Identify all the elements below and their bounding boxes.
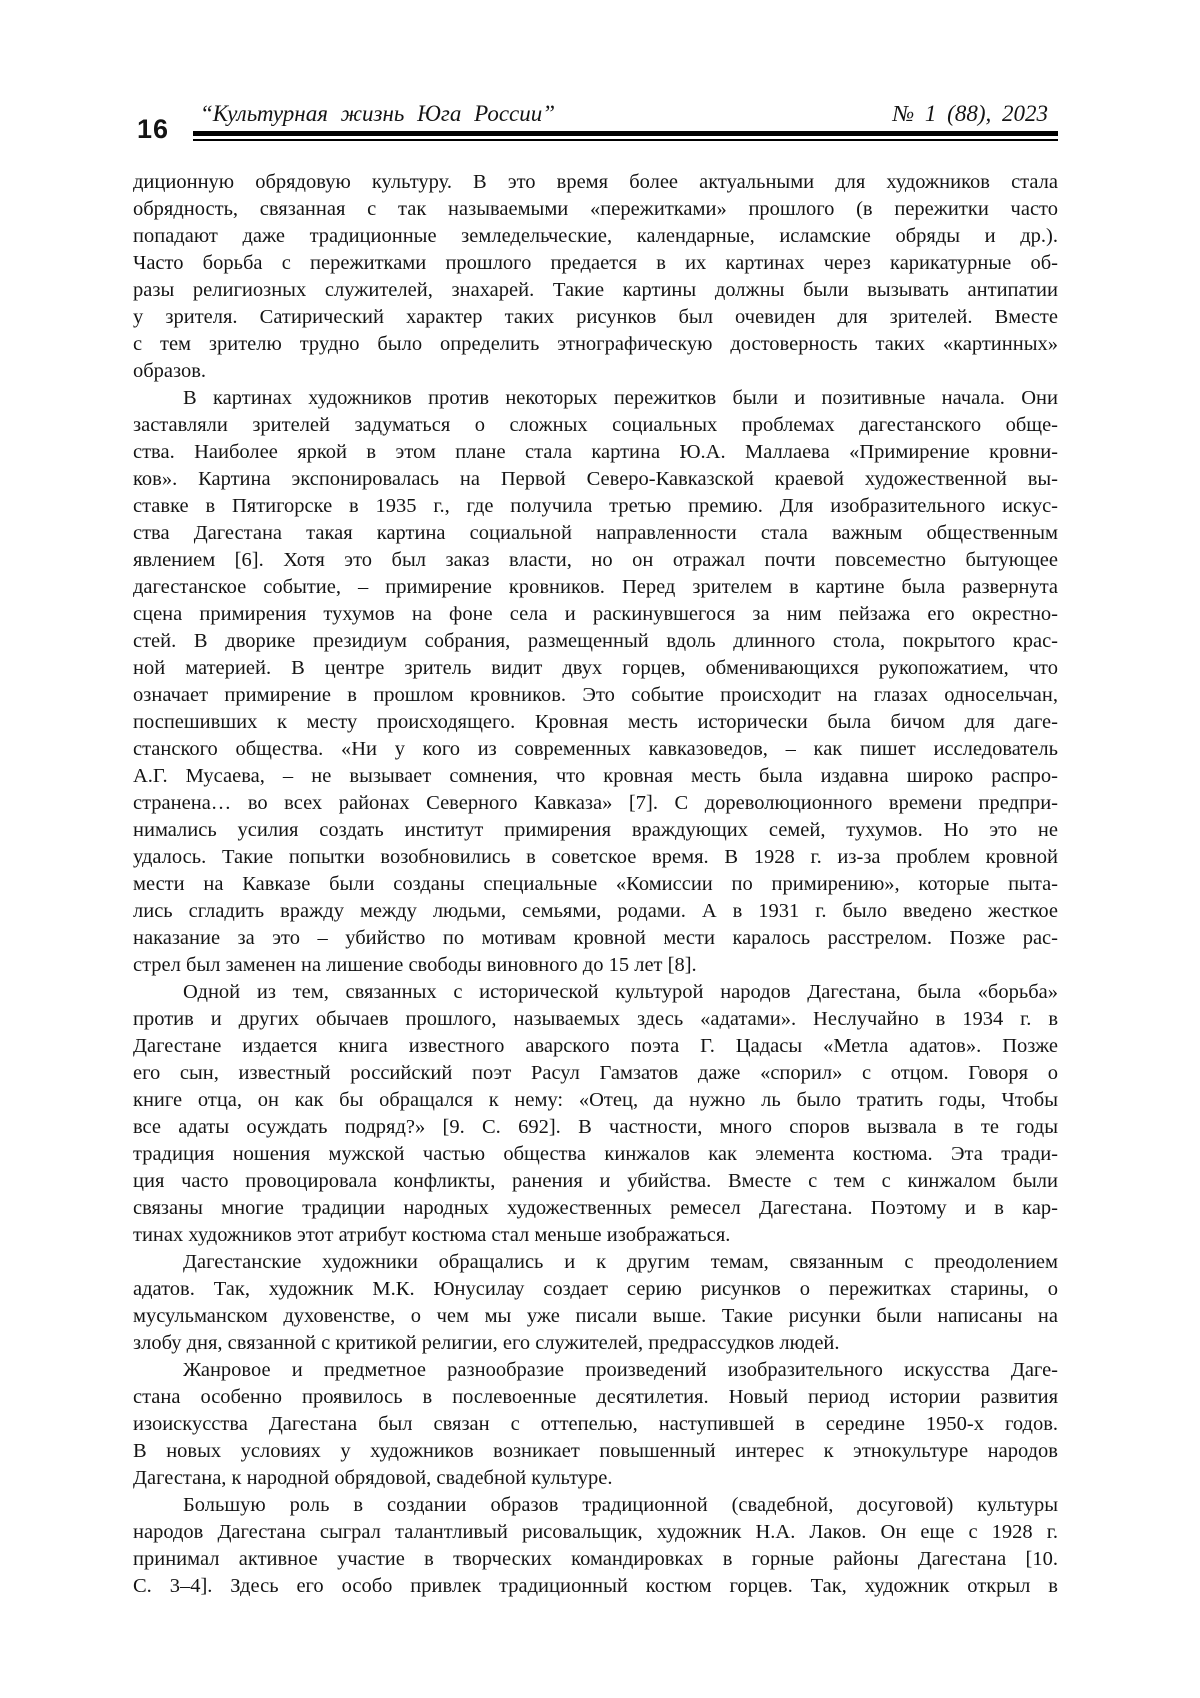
text-line: означает примирение в прошлом кровников. Это событие происходит на глазах односельчан, [133, 684, 1058, 706]
text-line: стей. В дворике президиум собрания, размещенный вдоль длинного стола, покрытого крас- [133, 630, 1058, 652]
text-line: тинах художников этот атрибут костюма стал меньше изображаться. [133, 1224, 731, 1246]
text-line: поспешивших к месту происходящего. Кровная месть исторически была бичом для даге- [133, 711, 1058, 733]
text-line: явлением [6]. Хотя это был заказ власти, но он отражал почти повсеместно бытующее [133, 549, 1058, 571]
text-line: попадают даже традиционные земледельческие, календарные, исламские обряды и др.). [133, 225, 1058, 247]
text-line: А.Г. Мусаева, – не вызывает сомнения, что кровная месть была издавна широко распро- [133, 765, 1058, 787]
text-line: Дагестана, к народной обрядовой, свадебной культуре. [133, 1467, 613, 1489]
text-line: дагестанское событие, – примирение кровников. Перед зрителем в картине была развернута [133, 576, 1058, 598]
text-line: образов. [133, 360, 207, 382]
text-line: ной материей. В центре зритель видит двух горцев, обменивающихся рукопожатием, что [133, 657, 1058, 679]
paragraph [133, 385, 1058, 979]
text-line: адатов. Так, художник М.К. Юнусилау создает серию рисунков о пережитках старины, о [133, 1278, 1058, 1300]
text-line: изоискусства Дагестана был связан с оттепелью, наступившей в середине 1950-х годов. [133, 1413, 1058, 1435]
paragraph [133, 1492, 1058, 1600]
paragraph [133, 1357, 1058, 1492]
text-line: обрядность, связанная с так называемыми «пережитками» прошлого (в пережитки часто [133, 198, 1058, 220]
text-line: лись сгладить вражду между людьми, семьями, родами. А в 1931 г. было введено жесткое [133, 900, 1058, 922]
text-line: ства Дагестана такая картина социальной направленности стала важным общественным [133, 522, 1058, 544]
text-line: заставляли зрителей задуматься о сложных социальных проблемах дагестанского обще- [133, 414, 1058, 436]
text-line: Часто борьба с пережитками прошлого предается в их картинах через карикатурные об- [133, 252, 1058, 274]
issue-label: № 1 (88), 2023 [892, 101, 1048, 126]
text-line: мусульманском духовенстве, о чем мы уже писали выше. Такие рисунки были написаны на [133, 1305, 1058, 1327]
text-line: диционную обрядовую культуру. В это время более актуальными для художников стала [133, 171, 1058, 193]
text-line: Жанровое и предметное разнообразие произведений изобразительного искусства Даге- [183, 1359, 1058, 1381]
paragraph [133, 169, 1058, 385]
text-line: ков». Картина экспонировалась на Первой Северо-Кавказской краевой художественной вы- [133, 468, 1058, 490]
text-line: ставке в Пятигорске в 1935 г., где получила третью премию. Для изобразительного искус- [133, 495, 1058, 517]
text-line: его сын, известный российский поэт Расул Гамзатов даже «спорил» с отцом. Говоря о [133, 1062, 1058, 1084]
text-line: нимались усилия создать институт примирения враждующих семей, тухумов. Но это не [133, 819, 1058, 841]
text-line: С. 3–4]. Здесь его особо привлек традиционный костюм горцев. Так, художник открыл в [133, 1575, 1058, 1597]
text-line: против и других обычаев прошлого, называемых здесь «адатами». Неслучайно в 1934 г. в [133, 1008, 1058, 1030]
text-line: Дагестане издается книга известного аварского поэта Г. Цадасы «Метла адатов». Позже [133, 1035, 1058, 1057]
article-body [133, 169, 1058, 1600]
page-number: 16 [137, 114, 170, 144]
text-line: удалось. Такие попытки возобновились в советское время. В 1928 г. из-за проблем кровной [133, 846, 1058, 868]
text-line: Одной из тем, связанных с исторической культурой народов Дагестана, была «борьба» [183, 981, 1058, 1003]
text-line: у зрителя. Сатирический характер таких рисунков был очевиден для зрителей. Вместе [133, 306, 1058, 328]
journal-title: “Культурная жизнь Юга России” [200, 101, 556, 126]
text-line: принимал активное участие в творческих командировках в горные районы Дагестана [10. [133, 1548, 1058, 1570]
text-line: В новых условиях у художников возникает повышенный интерес к этнокультуре народов [133, 1440, 1058, 1462]
paragraph [133, 1249, 1058, 1357]
header-rule-thin [193, 139, 1058, 141]
text-line: мести на Кавказе были созданы специальные «Комиссии по примирению», которые пыта- [133, 873, 1058, 895]
text-line: разы религиозных служителей, знахарей. Такие картины должны были вызывать антипатии [133, 279, 1058, 301]
text-line: сцена примирения тухумов на фоне села и раскинувшегося за ним пейзажа его окрестно- [133, 603, 1058, 625]
text-line: Дагестанские художники обращались и к другим темам, связанным с преодолением [183, 1251, 1058, 1273]
text-line: злобу дня, связанной с критикой религии, его служителей, предрассудков людей. [133, 1332, 840, 1354]
text-line: книге отца, он как бы обращался к нему: «Отец, да нужно ль было тратить годы, Чтобы [133, 1089, 1058, 1111]
text-line: стрел был заменен на лишение свободы виновного до 15 лет [8]. [133, 954, 697, 976]
paragraph [133, 979, 1058, 1249]
text-line: ства. Наиболее яркой в этом плане стала картина Ю.А. Маллаева «Примирение кровни- [133, 441, 1058, 463]
header-rule-thick [193, 131, 1058, 136]
text-line: В картинах художников против некоторых пережитков были и позитивные начала. Они [183, 387, 1058, 409]
text-line: стана особенно проявилось в послевоенные десятилетия. Новый период истории развития [133, 1386, 1058, 1408]
text-line: ция часто провоцировала конфликты, ранения и убийства. Вместе с тем с кинжалом были [133, 1170, 1058, 1192]
text-line: Большую роль в создании образов традиционной (свадебной, досуговой) культуры [183, 1494, 1058, 1516]
text-line: традиция ношения мужской частью общества кинжалов как элемента костюма. Эта тради- [133, 1143, 1058, 1165]
text-line: народов Дагестана сыграл талантливый рисовальщик, художник Н.А. Лаков. Он еще с 1928 г. [133, 1521, 1058, 1543]
text-line: наказание за это – убийство по мотивам кровной мести каралось расстрелом. Позже рас- [133, 927, 1058, 949]
text-line: странена… во всех районах Северного Кавказа» [7]. С дореволюционного времени предпри- [133, 792, 1058, 814]
text-line: все адаты осуждать подряд?» [9. С. 692]. В частности, много споров вызвала в те годы [133, 1116, 1058, 1138]
text-line: с тем зрителю трудно было определить этнографическую достоверность таких «картинных» [133, 333, 1058, 355]
text-line: станского общества. «Ни у кого из современных кавказоведов, – как пишет исследователь [133, 738, 1058, 760]
text-line: связаны многие традиции народных художественных ремесел Дагестана. Поэтому и в кар- [133, 1197, 1058, 1219]
